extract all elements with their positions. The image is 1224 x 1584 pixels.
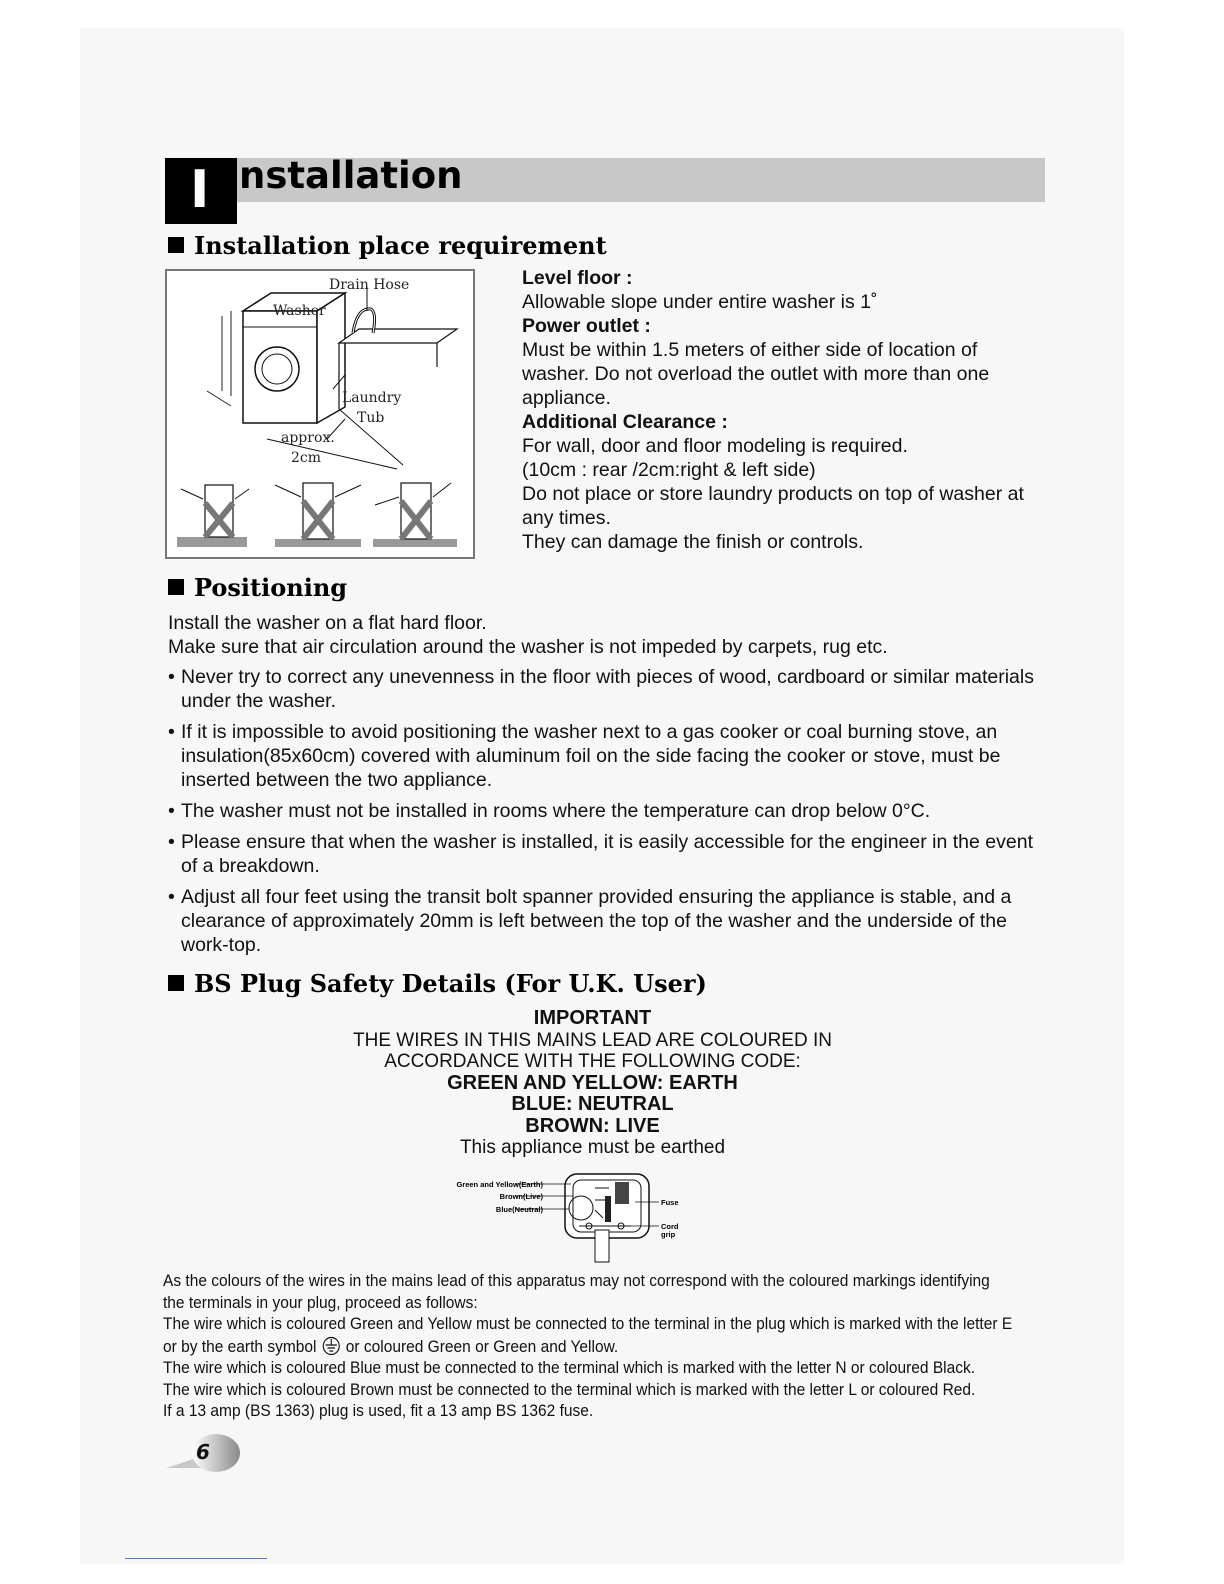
level-floor-heading: Level floor : [522, 267, 633, 289]
positioning-intro: Make sure that air circulation around the washer is not impeded by carpets, rug etc. [168, 636, 888, 658]
label-approx: approx. [281, 430, 335, 446]
note-line: The wire which is coloured Blue must be connected to the terminal which is marked with the letter N or coloured Black. [163, 1359, 976, 1377]
label-grip: grip [661, 1230, 676, 1239]
neutral-code: BLUE: NEUTRAL [511, 1093, 674, 1115]
note-line: the terminals in your plug, proceed as follows: [163, 1293, 478, 1312]
square-bullet-icon [168, 975, 184, 991]
label-laundry: Laundry [342, 390, 402, 406]
positioning-body [168, 611, 1048, 964]
installation-requirements [522, 266, 1042, 554]
positioning-list [168, 665, 1048, 957]
wiring-instructions [163, 1271, 1065, 1423]
page-number: 6 [196, 1440, 210, 1464]
note-line: As the colours of the wires in the mains lead of this apparatus may not correspond with the coloured markings identifying [163, 1272, 990, 1290]
section-title-positioning: Positioning [168, 573, 347, 602]
section-title-bs-plug: BS Plug Safety Details (For U.K. User) [168, 969, 707, 998]
label-drain-hose: Drain Hose [329, 277, 410, 293]
installation-illustration [165, 269, 475, 559]
note-line: The wire which is coloured Brown must be connected to the terminal which is marked with the letter L or coloured Red. [163, 1380, 976, 1399]
washer-placement-drawing [167, 271, 473, 557]
header-initial-letter: I [190, 160, 210, 220]
wire-code-line: THE WIRES IN THIS MAINS LEAD ARE COLOURED IN [353, 1029, 832, 1051]
clearance-line: (10cm : rear /2cm:right & left side) [522, 459, 816, 481]
clearance-line: Do not place or store laundry products on top of washer at any times. [522, 483, 1024, 529]
list-item: • The washer must not be installed in rooms where the temperature can drop below 0°C. [168, 800, 931, 822]
positioning-intro: Install the washer on a flat hard floor. [168, 612, 487, 634]
list-item: • Never try to correct any unevenness in the floor with pieces of wood, cardboard or similar materials under the washer. [168, 666, 1034, 712]
section-title-installation-place: Installation place requirement [168, 231, 607, 260]
footer-link-line [125, 1558, 267, 1559]
plug-diagram [455, 1168, 695, 1268]
square-bullet-icon [168, 237, 184, 253]
label-blue: Blue(Neutral) [495, 1205, 543, 1214]
wire-code-line: ACCORDANCE WITH THE FOLLOWING CODE: [384, 1051, 801, 1072]
label-fuse: Fuse [661, 1198, 679, 1207]
power-outlet-heading: Power outlet : [522, 315, 651, 337]
level-floor-text: Allowable slope under entire washer is 1˚ [522, 291, 878, 313]
clearance-line: They can damage the finish or controls. [522, 531, 864, 553]
important-heading: IMPORTANT [533, 1007, 652, 1029]
live-code: BROWN: LIVE [525, 1114, 660, 1137]
wire-colour-code [300, 1008, 885, 1159]
square-bullet-icon [168, 579, 184, 595]
earth-symbol-icon [321, 1336, 342, 1356]
earth-code: GREEN AND YELLOW: EARTH [447, 1071, 738, 1094]
earthed-note: This appliance must be earthed [459, 1137, 726, 1158]
list-item: • Adjust all four feet using the transit bolt spanner provided ensuring the appliance is stable, and a clearance of approximately 20mm is left between the top of the washer and the underside of the work-top. [168, 886, 1012, 956]
label-cord: Cord [661, 1222, 679, 1231]
note-line: If a 13 amp (BS 1363) plug is used, fit a 13 amp BS 1362 fuse. [163, 1402, 594, 1420]
label-brown: Brown(Live) [499, 1192, 543, 1201]
label-2cm: 2cm [291, 450, 322, 466]
label-tub: Tub [357, 410, 385, 426]
clearance-line: For wall, door and floor modeling is required. [522, 435, 908, 457]
wrong-placement-figures [177, 483, 457, 547]
list-item: • If it is impossible to avoid positioning the washer next to a gas cooker or coal burning stove, an insulation(85x60cm) covered with aluminum foil on the side facing the cooker or stove, must be inserted between the two appliance. [168, 721, 1001, 791]
clearance-heading: Additional Clearance : [522, 411, 728, 433]
note-line: The wire which is coloured Green and Yellow must be connected to the terminal in the plug which is marked with the letter E [163, 1315, 1013, 1333]
list-item: • Please ensure that when the washer is installed, it is easily accessible for the engineer in the event of a breakdown. [168, 831, 1033, 877]
label-green-yellow: Green and Yellow(Earth) [456, 1180, 543, 1189]
page-title: nstallation [239, 154, 463, 197]
power-outlet-text: Must be within 1.5 meters of either side of location of washer. Do not overload the outlet with more than one appliance. [522, 339, 990, 409]
label-washer: Washer [273, 303, 326, 319]
note-line: or by the earth symbol or coloured Green or Green and Yellow. [163, 1337, 619, 1356]
